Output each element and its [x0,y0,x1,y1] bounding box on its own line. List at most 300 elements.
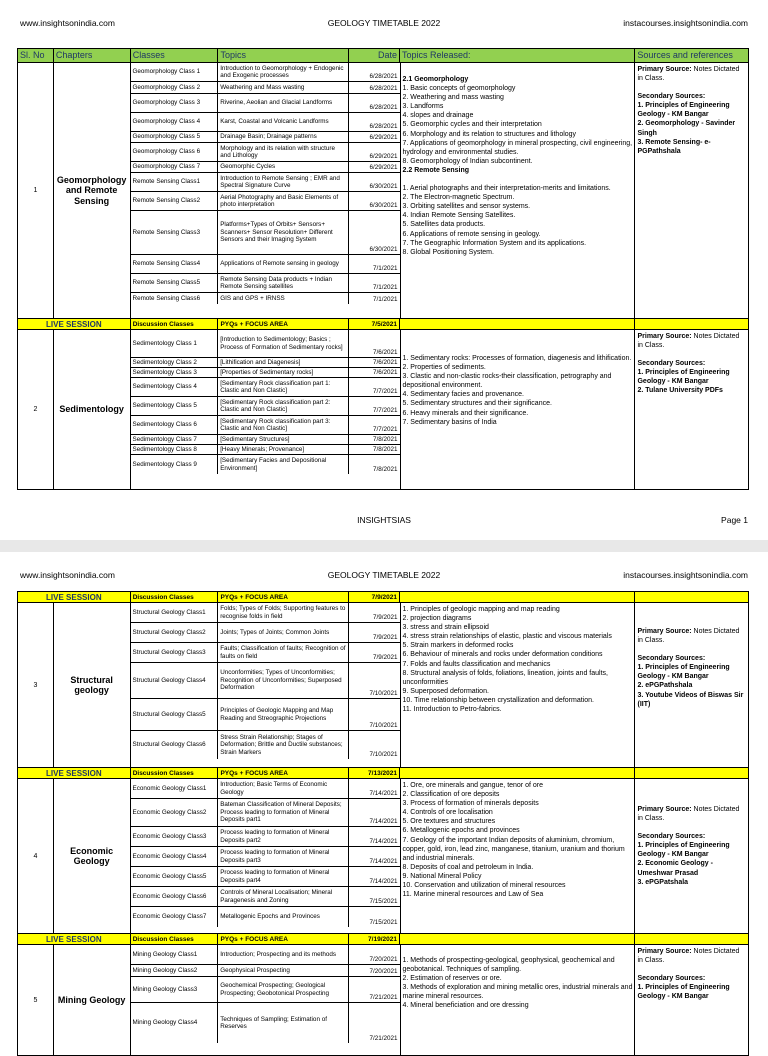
source-line [637,92,746,101]
class-topic: Metallogenic Epochs and Provinces [218,907,349,927]
source-line [637,823,746,832]
topics-released [401,779,636,933]
table-row [131,945,400,965]
chapter-name: Geomorphology and Remote Sensing [54,63,131,318]
live-session-date: 7/5/2021 [349,319,400,329]
table-row [131,173,400,192]
table-row [131,368,400,378]
live-session-topic: PYQs + FOCUS AREA [218,319,349,329]
class-topic: Applications of Remote sensing in geology [218,255,349,273]
table-row [131,779,400,799]
table-row [131,455,400,474]
source-line [637,681,746,690]
source-line [637,627,746,645]
class-topic: Drainage Basin; Drainage patterns [218,132,349,142]
released-topic: 3. Methods of exploration and mining metallic ores, industrial minerals and marine mineral resources. [402,984,633,1001]
table-row [131,867,400,887]
table-row [131,162,400,173]
col-released: Topics Released: [400,49,635,62]
class-rows [131,779,401,933]
class-name: Sedimentology Class 5 [131,397,219,415]
source-line [637,359,746,368]
source-line [637,138,746,156]
table-header-row [18,49,748,63]
released-topic: 11. Introduction to Petro-fabrics. [402,706,502,714]
section-mining-geology [18,945,748,1055]
class-topic: Faults; Classification of faults; Recognition of faults on field [218,643,349,662]
table-row [131,211,400,255]
sources-references [635,779,748,933]
source-label: 2. ePGPathshala [637,682,693,690]
class-date: 7/15/2021 [369,918,398,926]
live-session-date: 7/13/2021 [349,768,400,778]
table-row [131,274,400,293]
source-label: Secondary Sources: [637,655,706,663]
class-date: 7/6/2021 [372,358,398,366]
serial-number: 3 [18,603,54,767]
class-name: Geomorphology Class 1 [131,63,219,81]
class-date: 7/15/2021 [369,897,398,905]
released-topic: 3. Clastic and non-clastic rocks-their classification, petrography and depositional environment. [402,373,612,390]
source-label: 2. Geomorphology - Savinder Singh [637,120,736,137]
class-date: 7/10/2021 [369,721,398,729]
source-line [637,691,746,709]
class-name: Economic Geology Class4 [131,847,219,866]
section-sedimentology [18,330,748,489]
source-label: 1. Principles of Engineering Geology - KM Bangar [637,664,730,681]
class-name: Economic Geology Class1 [131,779,219,798]
source-line [637,832,746,841]
class-topic: Geochemical Prospecting; Geological Prospecting; Geobotonical Prospecting [218,977,349,1002]
released-topic: 5. Ore textures and structures [402,818,496,826]
page-header [0,18,768,30]
table-row [131,358,400,368]
col-date: Date [349,49,400,62]
table-row [131,663,400,699]
source-line [637,65,746,83]
class-date: 6/28/2021 [369,84,398,92]
class-date: 7/10/2021 [369,689,398,697]
live-session-classes: Discussion Classes [131,592,219,602]
released-topic: 1. Aerial photographs and their interpretation-merits and limitations. [402,185,611,193]
released-topic [403,175,633,184]
topics-released [401,63,636,318]
table-row [131,330,400,358]
class-topic: Riverine, Aeolian and Glacial Landforms [218,94,349,112]
class-date: 7/14/2021 [369,817,398,825]
source-line [637,654,746,663]
source-line [637,663,746,681]
col-classes: Classes [131,49,219,62]
source-line [637,983,746,1001]
table-row [131,847,400,867]
table-row [131,397,400,416]
section-geomorphology [18,63,748,319]
header-title: GEOLOGY TIMETABLE 2022 [327,18,441,28]
released-topic: 2.1 Geomorphology [402,76,469,83]
live-session-date: 7/9/2021 [349,592,400,602]
source-label: Primary Source: [637,66,692,73]
class-date: 6/29/2021 [369,152,398,160]
released-topic: 10. Conservation and utilization of mineral resources [402,882,566,890]
class-topic: Introduction to Geomorphology + Endogenic and Exogenic processes [218,63,349,81]
class-name: Remote Sensing Class5 [131,274,219,292]
class-date: 7/14/2021 [369,857,398,865]
class-topic: Folds; Types of Folds; Supporting features to recognise folds in field [218,603,349,622]
released-topic: 1. Basic concepts of geomorphology [402,85,516,93]
class-topic: Controls of Mineral Localisation; Mineral Paragenesis and Zoning [218,887,349,906]
class-date: 7/7/2021 [372,406,398,414]
class-name: Structural Geology Class3 [131,643,219,662]
class-date: 6/30/2021 [369,201,398,209]
col-topics: Topics [218,49,349,62]
released-topic: 1. Methods of prospecting-geological, geophysical, geochemical and geobotanical. Techniques of sampling. [402,957,615,974]
released-topic: 3. Process of formation of minerals deposits [402,800,539,808]
class-topic: [Sedimentary Rock classification part 1: Clastic and Non Clastic] [218,378,349,396]
released-topic: 11. Marine mineral resources and Law of Sea [402,891,544,899]
live-session-empty [400,319,635,329]
class-topic: [Sedimentary Structures] [218,435,349,444]
released-topic: 5. Geomorphic cycles and their interpretation [402,121,542,129]
class-name: Remote Sensing Class6 [131,293,219,304]
class-topic: Karst, Coastal and Volcanic Landforms [218,113,349,131]
class-topic: Geomorphic Cycles [218,162,349,172]
class-date: 6/29/2021 [369,133,398,141]
class-name: Mining Geology Class2 [131,965,219,976]
source-line [637,119,746,137]
table-row [131,827,400,847]
table-row [131,255,400,274]
class-topic: Introduction; Basic Terms of Economic Geology [218,779,349,798]
source-label: Primary Source: [637,333,692,340]
table-row [131,965,400,977]
source-label: 3. Youtube Videos of Biswas Sir (IIT) [637,691,744,708]
released-topic: 6. Morphology and its relation to structures and lithology [402,130,577,138]
class-rows [131,330,401,489]
class-name: Economic Geology Class3 [131,827,219,846]
class-date: 7/6/2021 [372,368,398,376]
source-label: Primary Source: [637,806,692,813]
class-date: 7/6/2021 [372,348,398,356]
released-topic: 2. projection diagrams [402,615,472,623]
class-name: Geomorphology Class 3 [131,94,219,112]
table-row [131,378,400,397]
released-topic: 4. Indian Remote Sensing Satellites. [402,212,516,220]
table-row [131,623,400,643]
released-topic: 8. Structural analysis of folds, foliations, lineation, joints and faults, unconformities [402,669,608,686]
released-topic: 6. Metallogenic epochs and provinces [402,827,520,835]
class-topic: Process leading to formation of Mineral Deposits part3 [218,847,349,866]
table-row [131,82,400,94]
footer-brand: INSIGHTSIAS [357,515,411,525]
table-row [131,1003,400,1043]
class-topic: [Properties of Sedimentary rocks] [218,368,349,377]
live-session-empty [635,934,748,944]
source-detail: Notes Dictated in Class. [637,806,740,823]
footer-page-number: Page 1 [721,515,748,525]
source-line [637,83,746,92]
class-date: 7/7/2021 [372,387,398,395]
class-name: Sedimentology Class 6 [131,416,219,434]
class-topic: Morphology and its relation with structure and Lithology [218,143,349,161]
source-line [637,965,746,974]
timetable-table [17,48,749,490]
released-topic: 2. Estimation of reserves or ore. [402,975,502,983]
class-topic: Platforms+Types of Orbits+ Sensors+ Scanners+ Sensor Resolution+ Different Sensors and their Imaging System [218,211,349,254]
source-label: 3. Remote Sensing- e-PGPathshala [637,138,711,155]
header-left-url[interactable]: www.insightsonindia.com [20,570,115,580]
class-topic: Unconformities; Types of Unconformities; Recognition of Unconformities; Superposed Deformation [218,663,349,698]
class-date: 6/30/2021 [369,245,398,253]
class-topic: Stress Strain Relationship; Stages of Deformation; Brittle and Ductile substances; Strain Markers [218,731,349,759]
class-name: Economic Geology Class2 [131,799,219,826]
class-name: Geomorphology Class 5 [131,132,219,142]
table-row [131,907,400,927]
class-date: 7/20/2021 [369,967,398,975]
released-topic: 1. Ore, ore minerals and gangue, tenor of ore [402,782,543,789]
page-2 [0,552,768,1042]
sources-references [635,945,748,1055]
source-detail: Notes Dictated in Class. [637,628,740,645]
table-row [131,435,400,445]
serial-number: 5 [18,945,54,1055]
source-label: Primary Source: [637,628,692,635]
released-topic: 9. Superposed deformation. [402,687,489,695]
class-topic: GIS and GPS + IRNSS [218,293,349,304]
class-date: 7/9/2021 [372,633,398,641]
class-date: 7/8/2021 [372,465,398,473]
class-topic: Geophysical Prospecting [218,965,349,976]
source-line [637,386,746,395]
source-label: Secondary Sources: [637,975,706,983]
class-topic: Principles of Geologic Mapping and Map Reading and Streographic Projections [218,699,349,730]
class-date: 7/20/2021 [369,955,398,963]
class-topic: [Heavy Minerals; Provenance] [218,445,349,454]
source-line [637,350,746,359]
live-session-label: LIVE SESSION [18,768,131,778]
live-session-classes: Discussion Classes [131,934,219,944]
released-topic: 2. Weathering and mass wasting [402,94,504,102]
released-topic: 2. Classification of ore deposits [402,791,500,799]
class-topic: Remote Sensing Data products + Indian Remote Sensing satellites [218,274,349,292]
class-name: Sedimentology Class 8 [131,445,219,454]
live-session-empty [400,768,635,778]
released-topic: 3. stress and strain ellipsoid [402,624,489,632]
class-topic: Introduction to Remote Sensing ; EMR and Spectral Signature Curve [218,173,349,191]
released-topic: 5. Strain markers in deformed rocks [402,642,514,650]
class-date: 6/28/2021 [369,72,398,80]
table-row [131,113,400,132]
header-right-url[interactable]: instacourses.insightsonindia.com [623,570,748,580]
class-rows [131,63,401,318]
class-topic: Joints; Types of Joints; Common Joints [218,623,349,642]
released-topic: 6. Applications of remote sensing in geology. [402,230,541,238]
table-row [131,143,400,162]
class-topic: Process leading to formation of Mineral Deposits part4 [218,867,349,886]
class-name: Economic Geology Class6 [131,887,219,906]
source-label: 2. Economic Geology - Umeshwar Prasad [637,860,713,877]
class-topic: Weathering and Mass wasting [218,82,349,93]
class-topic: Aerial Photography and Basic Elements of photo interpretation [218,192,349,210]
released-topic: 2. The Electron-magnetic Spectrum. [402,194,515,202]
page-separator [0,540,768,552]
class-topic: Bateman Classification of Mineral Deposits; Process leading to formation of Mineral Deposits part1 [218,799,349,826]
source-line [637,859,746,877]
live-session-topic: PYQs + FOCUS AREA [218,592,349,602]
live-session-topic: PYQs + FOCUS AREA [218,768,349,778]
class-topic: Process leading to formation of Mineral Deposits part2 [218,827,349,846]
source-label: 3. ePGPatshala [637,878,689,886]
class-name: Geomorphology Class 2 [131,82,219,93]
section-economic-geology [18,779,748,934]
released-topic: 9. National Mineral Policy [402,872,482,880]
serial-number: 1 [18,63,54,318]
class-name: Mining Geology Class1 [131,945,219,964]
released-topic: 6. Behaviour of minerals and rocks under deformation conditions [402,651,603,659]
header-right-url[interactable]: instacourses.insightsonindia.com [623,18,748,28]
class-date: 6/29/2021 [369,163,398,171]
source-line [637,645,746,654]
chapter-name: Sedimentology [54,330,131,489]
source-line [637,368,746,386]
table-row [131,699,400,731]
class-name: Structural Geology Class6 [131,731,219,759]
class-date: 7/1/2021 [372,264,398,272]
timetable-table [17,591,749,1056]
class-date: 7/9/2021 [372,613,398,621]
live-session-classes: Discussion Classes [131,768,219,778]
class-topic: [Sedimentary Rock classification part 2: Clastic and Non Clastic] [218,397,349,415]
class-name: Sedimentology Class 3 [131,368,219,377]
class-date: 7/10/2021 [369,750,398,758]
topics-released [401,330,636,489]
class-name: Sedimentology Class 4 [131,378,219,396]
released-topic: 8. Geomorphology of Indian subcontinent. [402,157,533,165]
table-row [131,887,400,907]
table-row [131,643,400,663]
live-session-label: LIVE SESSION [18,319,131,329]
released-topic: 7. Applications of geomorphology in mineral prospecting, civil engineering, hydrology and environmental studies. [402,139,633,156]
released-topic: 4. Mineral beneficiation and ore dressing [402,1002,529,1010]
live-session-topic: PYQs + FOCUS AREA [218,934,349,944]
source-line [637,841,746,859]
col-sources: Sources and references [637,50,733,60]
table-row [131,977,400,1003]
class-name: Geomorphology Class 4 [131,113,219,131]
released-topic: 7. Folds and faults classification and mechanics [402,660,551,668]
class-name: Structural Geology Class4 [131,663,219,698]
class-name: Structural Geology Class1 [131,603,219,622]
released-topic: 3. Orbiting satellites and sensor systems. [402,203,531,211]
live-session-label: LIVE SESSION [18,592,131,602]
released-topic: 2. Properties of sediments. [402,364,486,372]
class-rows [131,603,401,767]
live-session-empty [635,319,748,329]
class-date: 7/21/2021 [369,1034,398,1042]
source-label: 1. Principles of Engineering Geology - KM Bangar [637,369,730,386]
class-topic: [Introduction to Sedimentology; Basics ; Process of Formation of Sedimentary rocks] [218,330,349,357]
class-date: 7/14/2021 [369,877,398,885]
col-sl: Sl. No [18,49,54,62]
class-topic: [Sedimentary Rock classification part 3: Clastic and Non Clastic] [218,416,349,434]
class-name: Structural Geology Class5 [131,699,219,730]
class-name: Sedimentology Class 9 [131,455,219,474]
col-chapters: Chapters [54,49,131,62]
class-topic: [Sedimentary Facies and Depositional Environment] [218,455,349,474]
class-rows [131,945,401,1055]
serial-number: 2 [18,330,54,489]
table-row [131,293,400,304]
table-row [131,192,400,211]
class-name: Structural Geology Class2 [131,623,219,642]
source-line [637,878,746,887]
source-label: Secondary Sources: [637,93,706,101]
live-session-label: LIVE SESSION [18,934,131,944]
source-detail: Notes Dictated in Class. [637,948,740,965]
source-label: 1. Principles of Engineering Geology - KM Bangar [637,842,730,859]
live-session-empty [400,592,635,602]
released-topic: 1. Sedimentary rocks: Processes of formation, diagenesis and lithification. [402,355,632,362]
source-label: Primary Source: [637,948,692,955]
released-topic: 8. Deposits of coal and petroleum in India. [402,863,534,871]
class-name: Economic Geology Class7 [131,907,219,927]
class-date: 6/30/2021 [369,182,398,190]
live-session-classes: Discussion Classes [131,319,219,329]
live-session-empty [635,592,748,602]
class-name: Remote Sensing Class4 [131,255,219,273]
class-date: 7/8/2021 [372,435,398,443]
released-topic: 8. Global Positioning System. [402,248,494,256]
class-date: 7/9/2021 [372,653,398,661]
class-name: Economic Geology Class5 [131,867,219,886]
released-topic: 5. Satellites data products. [402,221,486,229]
topics-released [401,603,636,767]
live-session-row [18,592,748,603]
class-date: 7/14/2021 [369,789,398,797]
page-header [0,570,768,582]
chapter-name: Economic Geology [54,779,131,933]
sources-references [635,603,748,767]
section-structural-geology [18,603,748,768]
source-line [637,101,746,119]
source-line [637,332,746,350]
class-name: Mining Geology Class3 [131,977,219,1002]
released-topic: 4. slopes and drainage [402,112,474,120]
class-date: 6/28/2021 [369,122,398,130]
released-topic: 4. stress strain relationships of elastic, plastic and viscous materials [402,633,612,641]
released-topic: 4. Controls of ore localisation [402,809,493,817]
source-detail: Notes Dictated in Class. [637,66,740,83]
released-topic: 7. Sedimentary basins of India [402,418,497,426]
source-label: 1. Principles of Engineering Geology - KM Bangar [637,102,730,119]
sources-references [635,63,748,318]
source-line [637,805,746,823]
released-topic: 10. Time relationship between crystallization and deformation. [402,696,594,704]
header-left-url[interactable]: www.insightsonindia.com [20,18,115,28]
source-line [637,974,746,983]
class-date: 6/28/2021 [369,103,398,111]
source-label: 1. Principles of Engineering Geology - KM Bangar [637,984,730,1001]
chapter-name: Mining Geology [54,945,131,1055]
table-row [131,94,400,113]
chapter-name: Structural geology [54,603,131,767]
released-topic: 7. Geology of the important Indian deposits of aluminium, chromium, copper, gold, iron, lead zinc, manganese, titanium, uranium and thorium and industrial minerals. [402,836,625,862]
class-name: Geomorphology Class 6 [131,143,219,161]
released-topic: 3. Landforms [402,103,444,111]
class-name: Sedimentology Class 1 [131,330,219,357]
table-row [131,132,400,143]
class-name: Remote Sensing Class1 [131,173,219,191]
